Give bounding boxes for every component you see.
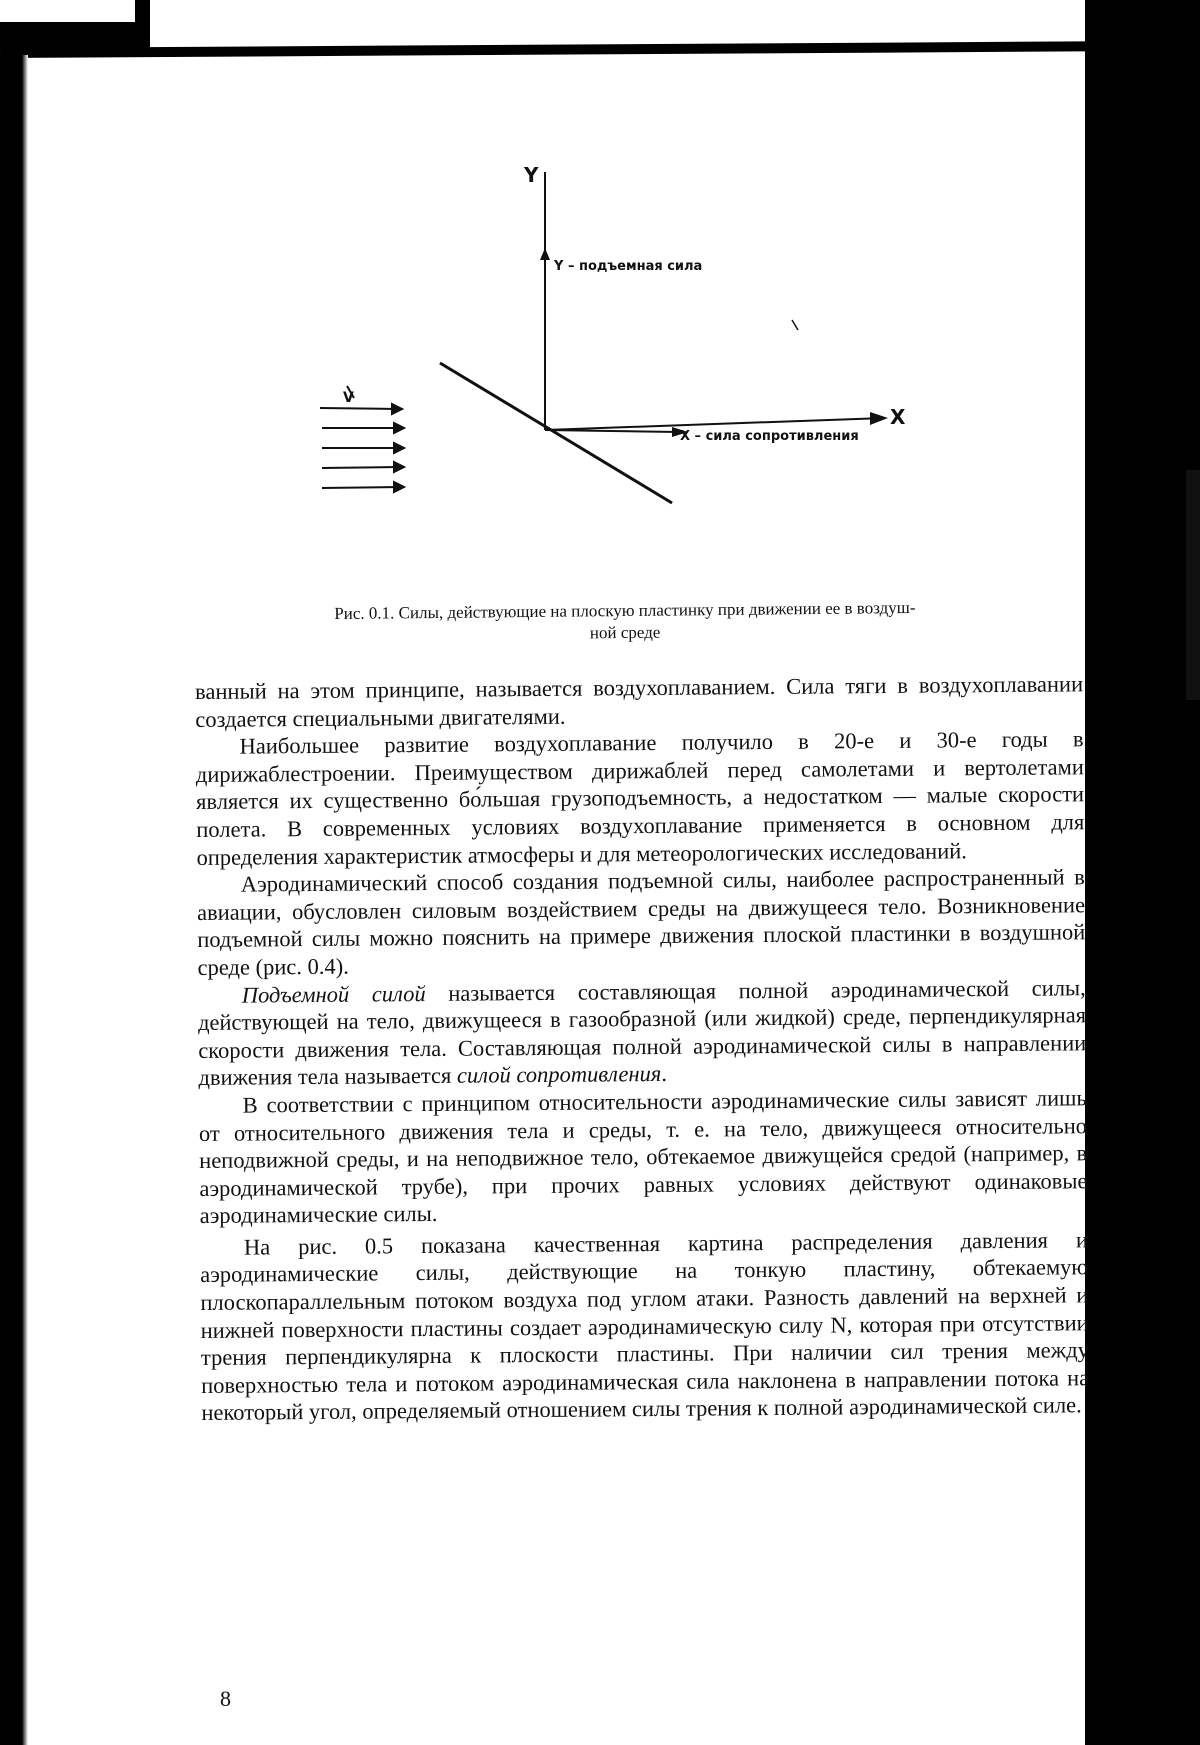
paragraph-3: Аэродинамический способ создания подъемной силы, наиболее распространенный в авиации, обусловлен силовым воздействием среды на движущееся тело. Возникновение подъемной силы можно пояснить на примере движения плоской пластинки в воздушной среде (рис. 0.4). xyxy=(196,864,1086,980)
drag-label: X – сила сопротивления xyxy=(680,429,859,444)
paragraph-6: На рис. 0.5 показана качественная картина распределения давления и аэродинамические силы, действующие на тонкую пластину, обтекаемую плоскопараллельным потоком воздуха под углом атаки. Разность давлений на верхней и нижней поверхности пластины создает аэродинамическую силу N, которая при отсутствии трения перпендикулярна к плоскости пластины. При наличии сил трения между поверхностью тела и потоком аэродинамическая сила наклонена в направлении потока на некоторый угол, определяемый отношением силы трения к полной аэродинамической силе. xyxy=(200,1227,1090,1426)
paragraph-5: В соответствии с принципом относительности аэродинамические силы зависят лишь от относительного движения тела и среды, т. е. на тело, движущееся относительно неподвижной среды, и на неподвижное тело, обтекаемое движущейся средой (например, в аэродинамической трубе), при прочих равных условиях действуют одинаковые аэродинамические силы. xyxy=(198,1085,1088,1229)
caption-line-1: Рис. 0.1. Силы, действующие на плоскую пластинку при движении ее в воздуш- xyxy=(334,597,916,624)
velocity-label: V xyxy=(343,390,354,406)
scan-right-mark xyxy=(1186,470,1200,700)
scan-left-edge xyxy=(22,55,28,1745)
paragraph-1: ванный на этом принципе, называется воздухоплаванием. Сила тяги в воздухоплавании создается специальными двигателями. xyxy=(195,671,1084,732)
scan-top-bar xyxy=(0,41,1200,58)
page-number: 8 xyxy=(220,1686,231,1711)
drag-arrow xyxy=(545,430,680,432)
scan-top-left-corner xyxy=(0,0,150,52)
airflow-arrows xyxy=(320,404,404,492)
y-axis-label: Y xyxy=(524,163,539,187)
scan-right-border xyxy=(1085,0,1200,1745)
figure-drawing xyxy=(40,160,1085,530)
paragraph-4 xyxy=(198,974,1087,1092)
book-page xyxy=(40,70,1090,1730)
scan-left-border xyxy=(0,55,22,1745)
scan-top-border xyxy=(0,0,1200,60)
paragraph-4-text-2: . xyxy=(661,1061,668,1087)
term-lift-force: Подъемной силой xyxy=(241,980,426,1008)
stray-mark xyxy=(792,320,798,330)
term-drag-force: силой сопротивления xyxy=(456,1061,662,1089)
lift-arrow-head xyxy=(540,248,550,260)
caption-line-2: ной среде xyxy=(589,622,661,643)
x-axis-arrow-head xyxy=(870,412,888,425)
figure-forces-on-plate xyxy=(40,160,1085,530)
body-text xyxy=(195,670,1090,1427)
x-axis-label: X xyxy=(890,405,906,429)
lift-label: Y – подъемная сила xyxy=(554,259,703,274)
paragraph-2: Наибольшее развитие воздухоплавание получило в 20-е и 30-е годы в дирижаблестроении. Преимуществом дирижаблей перед самолетами и вертолетами является их существенно бо́льшая грузоподъемность, а недостатком — малые скорости полета. В современных условиях воздухоплавание применяется в основном для определения характеристик атмосферы и для метеорологических исследований. xyxy=(195,726,1085,870)
flat-plate xyxy=(440,363,672,503)
paragraph-4-text-1: называется составляющая полной аэродинамической силы, действующей на тело, движущееся в газообразной (или жидкой) среде, перпендикулярная скорости движения тела. Составляющая полной аэродинамической силы в направлении движения тела называется xyxy=(197,974,1087,1091)
figure-caption xyxy=(185,595,1065,648)
